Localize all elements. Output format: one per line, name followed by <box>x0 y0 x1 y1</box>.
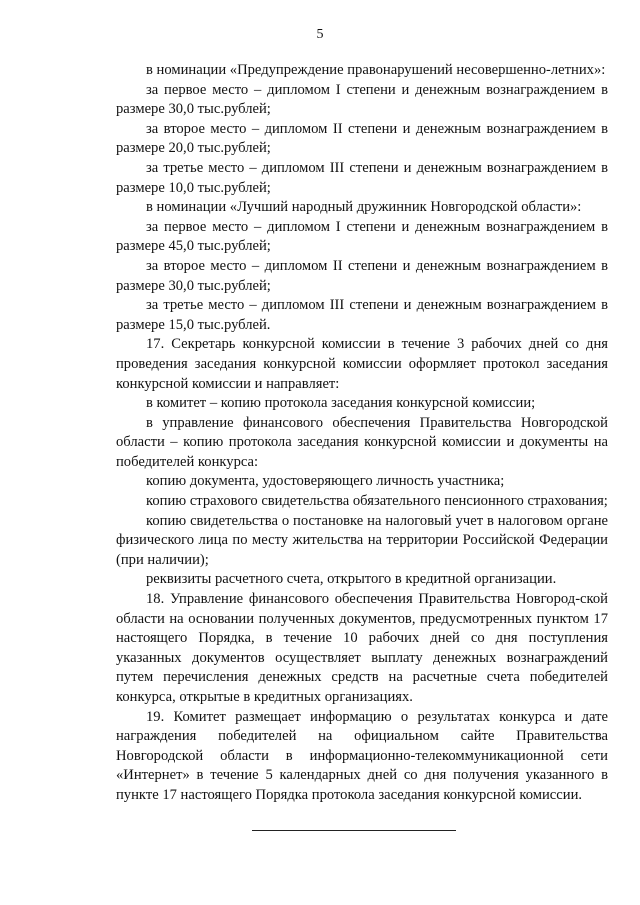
paragraph-item-18: 18. Управление финансового обеспечения Правительства Новгород-ской области на основании полученных документов, предусмотренных пунктом 17 настоящего Порядка, в течение 10 рабочих дней со дня поступления указанных документов осуществляет выплату денежных вознаграждений путем перечисления денежных средств на расчетные счета победителей конкурса, открытые в кредитных организациях. <box>116 591 608 705</box>
paragraph-prize-third-1: за третье место – дипломом III степени и денежным вознаграждением в размере 10,0 тыс.рублей; <box>116 159 608 196</box>
paragraph-item-19: 19. Комитет размещает информацию о результатах конкурса и дате награждения победителей на официальном сайте Правительства Новгородской области в информационно-телекоммуникационной сети «Интернет» в течение 5 календарных дней со дня получения указанного в пункте 17 настоящего Порядка протокола заседания конкурсной комиссии. <box>116 708 608 803</box>
paragraph-nomination-druzhinnik: в номинации «Лучший народный дружинник Новгородской области»: <box>146 199 582 216</box>
paragraph-to-finance-dept: в управление финансового обеспечения Правительства Новгородской области – копию протокола заседания конкурсной комиссии и документы на победителей конкурса: <box>116 414 608 470</box>
paragraph-nomination-prevention: в номинации «Предупреждение правонарушений несовершенно-летних»: <box>146 62 606 78</box>
paragraph-prize-second-1: за второе место – дипломом II степени и денежным вознаграждением в размере 20,0 тыс.рублей; <box>116 120 608 157</box>
paragraph-prize-second-2: за второе место – дипломом II степени и денежным вознаграждением в размере 30,0 тыс.рублей; <box>116 257 608 294</box>
paragraph-prize-first-2: за первое место – дипломом I степени и денежным вознаграждением в размере 45,0 тыс.рублей; <box>116 218 608 255</box>
paragraph-item-17: 17. Секретарь конкурсной комиссии в течение 3 рабочих дней со дня проведения заседания конкурсной комиссии оформляет протокол заседания конкурсной комиссии и направляет: <box>116 336 608 392</box>
paragraph-prize-third-2: за третье место – дипломом III степени и денежным вознаграждением в размере 15,0 тыс.рублей. <box>116 297 608 333</box>
paragraph-doc-account: реквизиты расчетного счета, открытого в кредитной организации. <box>146 571 557 588</box>
paragraph-doc-insurance: копию страхового свидетельства обязательного пенсионного страхования; <box>146 493 608 510</box>
paragraph-prize-first-1: за первое место – дипломом I степени и денежным вознаграждением в размере 30,0 тыс.рублей; <box>116 81 608 118</box>
paragraph-doc-identity: копию документа, удостоверяющего личность участника; <box>146 473 505 490</box>
paragraph-to-committee: в комитет – копию протокола заседания конкурсной комиссии; <box>146 395 536 412</box>
page-number: 5 <box>316 27 324 42</box>
paragraph-doc-tax: копию свидетельства о постановке на налоговый учет в налоговом органе физического лица по месту жительства на территории Российской Федерации (при наличии); <box>116 512 608 568</box>
document-body <box>116 61 608 806</box>
end-divider-line <box>252 830 456 831</box>
